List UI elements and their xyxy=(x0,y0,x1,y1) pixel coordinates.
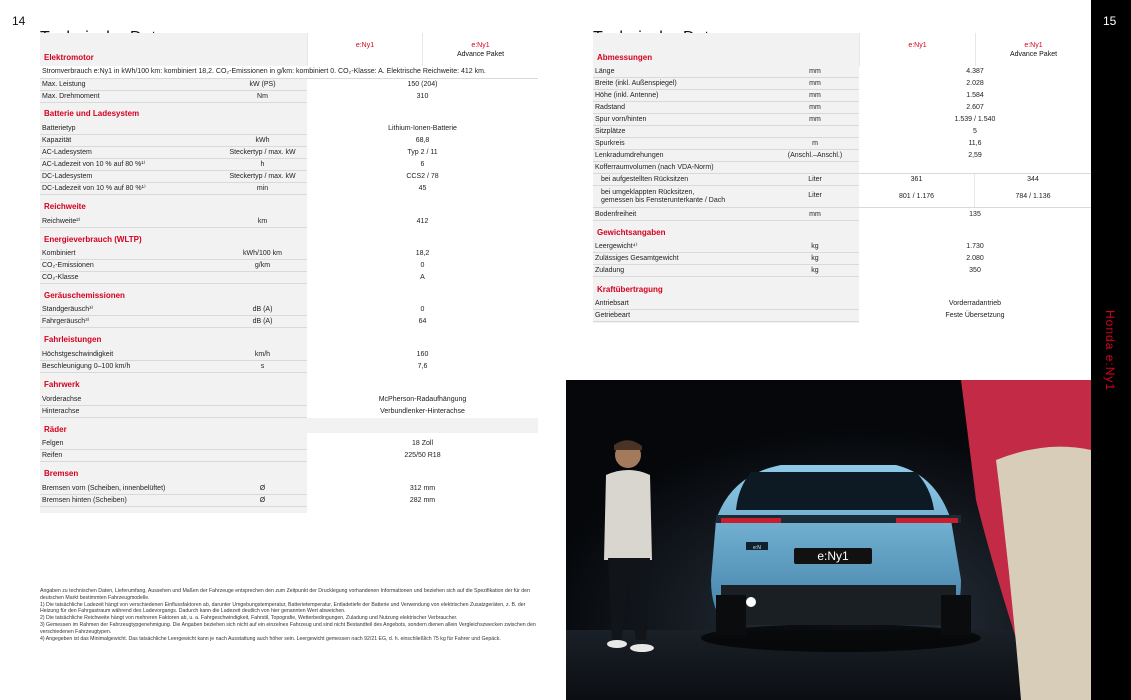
row-value: McPherson-Radaufhängung xyxy=(307,394,538,406)
table-row xyxy=(40,394,538,406)
footnote-4: 4) Angegeben ist das Minimalgewicht. Das tatsächliche Leergewicht kann je nach Ausstattung auch höher sein. Leergewicht gemessen nach 92/21 EG, d. h. einschließlich 75 kg für Fahrer und Gepäck. xyxy=(40,635,501,642)
row-label: AC-Ladesystem xyxy=(42,149,92,156)
row-value: 68,8 xyxy=(307,135,538,147)
table-row xyxy=(40,349,538,361)
table-row xyxy=(40,159,538,171)
row-value: 2.028 xyxy=(859,78,1091,90)
badge-text: e:N xyxy=(753,545,761,551)
row-value: 1.584 xyxy=(859,90,1091,102)
row-value: 5 xyxy=(859,126,1091,138)
row-label: Kapazität xyxy=(42,137,72,144)
row-label: Beschleunigung 0–100 km/h xyxy=(42,363,131,370)
row-value: 350 xyxy=(859,265,1091,277)
row-label: Breite (inkl. Außenspiegel) xyxy=(595,80,677,87)
col-variant: Advance Paket xyxy=(456,51,505,58)
row-value-1: 801 / 1.176 xyxy=(859,186,975,207)
row-value: A xyxy=(307,272,538,284)
row-value: 2.607 xyxy=(859,102,1091,114)
left-col-header-1 xyxy=(307,33,422,66)
col-model: e:Ny1 xyxy=(908,42,927,49)
row-unit: (Anschl.–Anschl.) xyxy=(787,152,843,159)
section-fahrwerk: Fahrwerk xyxy=(44,380,80,389)
row-unit: Liter xyxy=(808,176,822,183)
table-row xyxy=(593,298,1091,310)
row-unit: mm xyxy=(809,211,821,218)
row-label: Vorderachse xyxy=(42,396,82,403)
row-unit: Ø xyxy=(259,485,266,492)
row-value: 135 xyxy=(859,209,1091,221)
car-photo xyxy=(566,380,1091,700)
row-value-2: 784 / 1.136 xyxy=(975,186,1091,207)
row-label: Länge xyxy=(595,68,615,75)
row-label xyxy=(601,189,725,205)
row-unit: dB (A) xyxy=(252,318,273,325)
row-unit: Nm xyxy=(257,93,268,100)
section-batterie: Batterie und Ladesystem xyxy=(44,109,140,118)
table-row xyxy=(593,102,1091,114)
table-row xyxy=(593,66,1091,78)
row-label: Max. Drehmoment xyxy=(42,93,100,100)
row-label: Lenkradumdrehungen xyxy=(595,152,664,159)
row-value: Feste Übersetzung xyxy=(859,310,1091,322)
table-row xyxy=(40,135,538,147)
row-value: 6 xyxy=(307,159,538,171)
row-value-2: 344 xyxy=(975,174,1091,186)
table-row xyxy=(40,438,538,450)
row-label: bei aufgestellten Rücksitzen xyxy=(601,176,689,183)
left-col-header-2 xyxy=(422,33,538,66)
row-label: Kofferraumvolumen (nach VDA-Norm) xyxy=(595,164,714,171)
row-value: 4.387 xyxy=(859,66,1091,78)
row-unit: Ø xyxy=(259,497,266,504)
row-value: 64 xyxy=(307,316,538,328)
row-unit: min xyxy=(256,185,269,192)
plate-text: e:Ny1 xyxy=(817,549,849,563)
row-label: Felgen xyxy=(42,440,64,447)
footnote-1: 1) Die tatsächliche Ladezeit hängt von verschiedenen Einflussfaktoren ab, darunter Umgebungstemperatur, Batterietemperatur, Entladetiefe der Batterie und Verwendung von elektrischen Zusatzgeräten, z. B. der Heizung für den Fahrgastraum während des Ladevorgangs. Dadurch kann die Ladezeit deutlich von hier genannten Wert abweichen. xyxy=(40,601,526,615)
row-value: 412 xyxy=(307,216,538,228)
row-value: 312 mm xyxy=(307,483,538,495)
row-unit: Liter xyxy=(808,192,822,199)
table-row xyxy=(40,450,538,462)
col-model: e:Ny1 xyxy=(1024,42,1043,49)
row-unit: kg xyxy=(811,243,819,250)
row-label: Spur vorn/hinten xyxy=(595,116,647,123)
row-unit: dB (A) xyxy=(252,306,273,313)
table-row xyxy=(593,310,1091,322)
row-unit: Steckertyp / max. kW xyxy=(229,173,296,180)
row-unit: km xyxy=(257,218,268,225)
footnotes xyxy=(40,588,540,642)
table-row xyxy=(40,216,538,228)
footnote-intro: Angaben zu technischen Daten, Lieferumfang, Aussehen und Maßen der Fahrzeuge entsprechen den zum Zeitpunkt der Drucklegung vorhandenen Informationen und beziehen sich auf die Spezifikation der für den deutschen Markt bestimmten Fahrzeugmodelle. xyxy=(40,588,530,601)
row-value: 0 xyxy=(307,260,538,272)
row-label: Antriebsart xyxy=(595,300,629,307)
section-gewicht: Gewichtsangaben xyxy=(597,228,666,237)
table-row xyxy=(593,78,1091,90)
table-row xyxy=(40,483,538,495)
table-row xyxy=(593,174,1091,186)
row-unit: g/km xyxy=(254,262,271,269)
row-unit: kg xyxy=(811,267,819,274)
row-unit: mm xyxy=(809,68,821,75)
table-row xyxy=(40,495,538,507)
row-label: AC-Ladezeit von 10 % auf 80 %¹⁾ xyxy=(42,161,146,168)
row-label: DC-Ladezeit von 10 % auf 80 %¹⁾ xyxy=(42,185,146,192)
row-value: Vorderradantrieb xyxy=(859,298,1091,310)
table-row xyxy=(593,126,1091,138)
row-unit: mm xyxy=(809,104,821,111)
section-raeder: Räder xyxy=(44,425,67,434)
row-unit: mm xyxy=(809,92,821,99)
table-row xyxy=(40,316,538,328)
section-abmessungen: Abmessungen xyxy=(597,53,653,62)
table-row xyxy=(40,272,538,284)
row-label: Bodenfreiheit xyxy=(595,211,637,218)
table-row xyxy=(593,253,1091,265)
row-label-line-2: gemessen bis Fensterunterkante / Dach xyxy=(601,197,726,204)
row-value: 7,6 xyxy=(307,361,538,373)
row-value: 2,59 xyxy=(859,150,1091,162)
row-unit: mm xyxy=(809,116,821,123)
row-label: Reifen xyxy=(42,452,63,459)
row-value: 310 xyxy=(307,91,538,103)
row-label: Reichweite²⁾ xyxy=(42,218,81,225)
section-bremsen: Bremsen xyxy=(44,469,79,478)
row-value: 1.730 xyxy=(859,241,1091,253)
row-label: Standgeräusch³⁾ xyxy=(42,306,94,313)
row-label: Hinterachse xyxy=(42,408,80,415)
row-value-1: 361 xyxy=(859,174,975,186)
row-unit: kWh/100 km xyxy=(243,250,282,257)
row-label: Batterietyp xyxy=(42,125,76,132)
row-text: Stromverbrauch e:Ny1 in kWh/100 km: kombiniert 18,2. CO₂-Emissionen in g/km: kombiniert 0. CO₂-Klasse: A. Elektrische Reichweite: 412 km. xyxy=(42,68,486,75)
table-row xyxy=(593,90,1091,102)
row-value: 1.539 / 1.540 xyxy=(859,114,1091,126)
table-row xyxy=(593,162,1091,174)
row-label: Zulässiges Gesamtgewicht xyxy=(595,255,679,262)
row-value: 18 Zoll xyxy=(307,438,538,450)
section-kraft: Kraftübertragung xyxy=(597,285,663,294)
row-unit: s xyxy=(260,363,265,370)
table-row xyxy=(40,171,538,183)
table-row xyxy=(40,361,538,373)
row-label: Radstand xyxy=(595,104,625,111)
section-reichweite: Reichweite xyxy=(44,202,86,211)
row-label: Kombiniert xyxy=(42,250,76,257)
section-fahrleistungen: Fahrleistungen xyxy=(44,335,102,344)
table-row xyxy=(40,123,538,135)
table-row xyxy=(593,241,1091,253)
row-label: CO₂-Klasse xyxy=(42,274,79,281)
row-label: Höchstgeschwindigkeit xyxy=(42,351,114,358)
row-value: Verbundlenker-Hinterachse xyxy=(307,406,538,418)
row-label: Zuladung xyxy=(595,267,625,274)
section-geraeusch: Geräuschemissionen xyxy=(44,291,125,300)
table-row xyxy=(40,66,538,79)
row-value: 18,2 xyxy=(307,248,538,260)
row-label: Spurkreis xyxy=(595,140,625,147)
row-label-line-1: bei umgeklappten Rücksitzen, xyxy=(601,189,695,196)
row-unit: kg xyxy=(811,255,819,262)
row-label: Leergewicht⁴⁾ xyxy=(595,243,638,250)
table-row xyxy=(40,260,538,272)
table-row xyxy=(593,209,1091,221)
section-elektromotor: Elektromotor xyxy=(44,53,94,62)
row-unit: kW (PS) xyxy=(249,81,276,88)
table-row xyxy=(593,265,1091,277)
row-value: 45 xyxy=(307,183,538,195)
footnote-3: 3) Gemessen im Rahmen der Fahrzeugtypgenehmigung. Die Angaben beziehen sich nicht auf ein einzelnes Fahrzeug und sind nicht Bestandteil des Angebots, sondern dienen allein Vergleichszwecken zwischen den verschiedenen Fahrzeugtypen. xyxy=(40,621,536,635)
page-number-left: 14 xyxy=(12,14,26,28)
section-energie: Energieverbrauch (WLTP) xyxy=(44,235,142,244)
row-value: 282 mm xyxy=(307,495,538,507)
row-value: 11,6 xyxy=(859,138,1091,150)
row-unit: km/h xyxy=(254,351,271,358)
right-col-header-1 xyxy=(859,33,975,66)
table-row xyxy=(40,91,538,103)
col-model: e:Ny1 xyxy=(355,42,375,49)
row-value: 150 (204) xyxy=(307,79,538,91)
row-label: Bremsen hinten (Scheiben) xyxy=(42,497,127,504)
vertical-brand-text: Honda e:Ny1 xyxy=(1103,310,1117,392)
row-label: Getriebeart xyxy=(595,312,631,319)
row-value: Typ 2 / 11 xyxy=(307,147,538,159)
col-variant: Advance Paket xyxy=(1009,51,1058,58)
row-label: Sitzplätze xyxy=(595,128,626,135)
vertical-brand xyxy=(1103,310,1119,400)
table-row xyxy=(40,248,538,260)
car-scene-illustration xyxy=(566,380,1091,700)
row-unit: mm xyxy=(809,80,821,87)
row-value: 160 xyxy=(307,349,538,361)
row-unit: Steckertyp / max. kW xyxy=(229,149,296,156)
table-row xyxy=(593,150,1091,162)
row-value: Lithium-Ionen-Batterie xyxy=(307,123,538,135)
row-value: CCS2 / 78 xyxy=(307,171,538,183)
row-unit: m xyxy=(812,140,818,147)
row-value: 0 xyxy=(307,304,538,316)
row-value: 225/50 R18 xyxy=(307,450,538,462)
row-label: Höhe (inkl. Antenne) xyxy=(595,92,659,99)
row-label: CO₂-Emissionen xyxy=(42,262,94,269)
table-row xyxy=(40,147,538,159)
table-row xyxy=(593,114,1091,126)
table-row xyxy=(40,79,538,91)
table-row xyxy=(593,186,1091,208)
row-unit: kWh xyxy=(255,137,270,144)
table-row xyxy=(40,183,538,195)
footnote-2: 2) Die tatsächliche Reichweite hängt von mehreren Faktoren ab, u. a. Fahrgeschwindigkeit, Fahrstil, Topografie, Wetterbedingungen, Zuladung und Nutzung elektrischer Verbraucher. xyxy=(40,615,458,622)
row-unit: h xyxy=(260,161,265,168)
row-label: DC-Ladesystem xyxy=(42,173,93,180)
table-row xyxy=(40,304,538,316)
page-number-right: 15 xyxy=(1103,14,1117,28)
row-value: 2.080 xyxy=(859,253,1091,265)
table-row xyxy=(40,406,538,418)
table-row xyxy=(593,138,1091,150)
right-col-header-2 xyxy=(975,33,1091,66)
col-model: e:Ny1 xyxy=(471,42,490,49)
row-label: Fahrgeräusch³⁾ xyxy=(42,318,90,325)
row-label: Max. Leistung xyxy=(42,81,86,88)
row-label: Bremsen vorn (Scheiben, innenbelüftet) xyxy=(42,485,166,492)
